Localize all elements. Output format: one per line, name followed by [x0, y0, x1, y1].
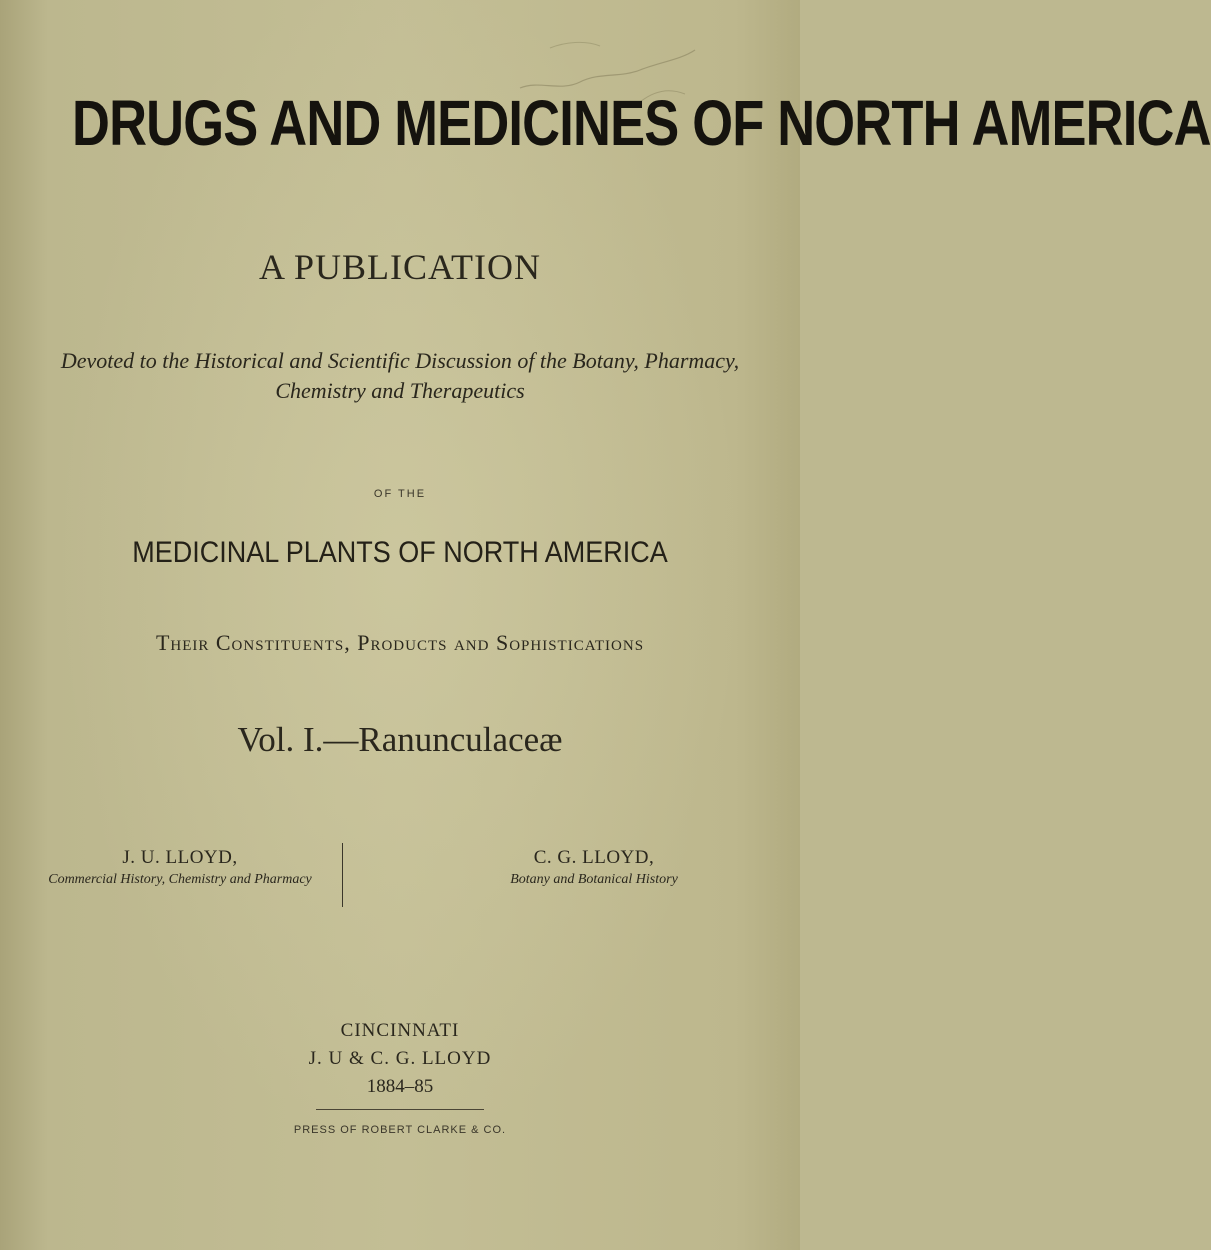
author-role: Botany and Botanical History	[510, 872, 678, 887]
devoted-description	[0, 346, 800, 406]
author-divider	[342, 843, 343, 907]
imprint-publisher: J. U & C. G. LLOYD	[308, 1048, 492, 1069]
imprint-city: CINCINNATI	[340, 1020, 460, 1041]
volume-label: Vol. I.—Ranunculaceæ	[237, 720, 563, 759]
author-name: J. U. LLOYD,	[122, 847, 238, 868]
author-name: C. G. LLOYD,	[533, 847, 655, 868]
imprint-rule	[316, 1109, 484, 1110]
medicinal-plants-heading: MEDICINAL PLANTS OF NORTH AMERICA	[132, 536, 668, 569]
constituents-heading: Their Constituents, Products and Sophistications	[155, 630, 645, 655]
press-credit: PRESS OF ROBERT CLARKE & CO.	[293, 1124, 507, 1136]
book-title: DRUGS AND MEDICINES OF NORTH AMERICA	[72, 87, 1211, 159]
imprint-years: 1884–85	[366, 1076, 434, 1097]
author-ju-lloyd	[30, 847, 330, 888]
author-cg-lloyd	[414, 847, 774, 888]
devoted-line-1: Devoted to the Historical and Scientific Discussion of the Botany, Pharmacy,	[60, 348, 740, 373]
author-role: Commercial History, Chemistry and Pharmacy	[48, 872, 312, 887]
publication-subtitle: A PUBLICATION	[258, 247, 541, 287]
of-the-label: OF THE	[373, 488, 427, 500]
devoted-line-2: Chemistry and Therapeutics	[275, 378, 525, 403]
